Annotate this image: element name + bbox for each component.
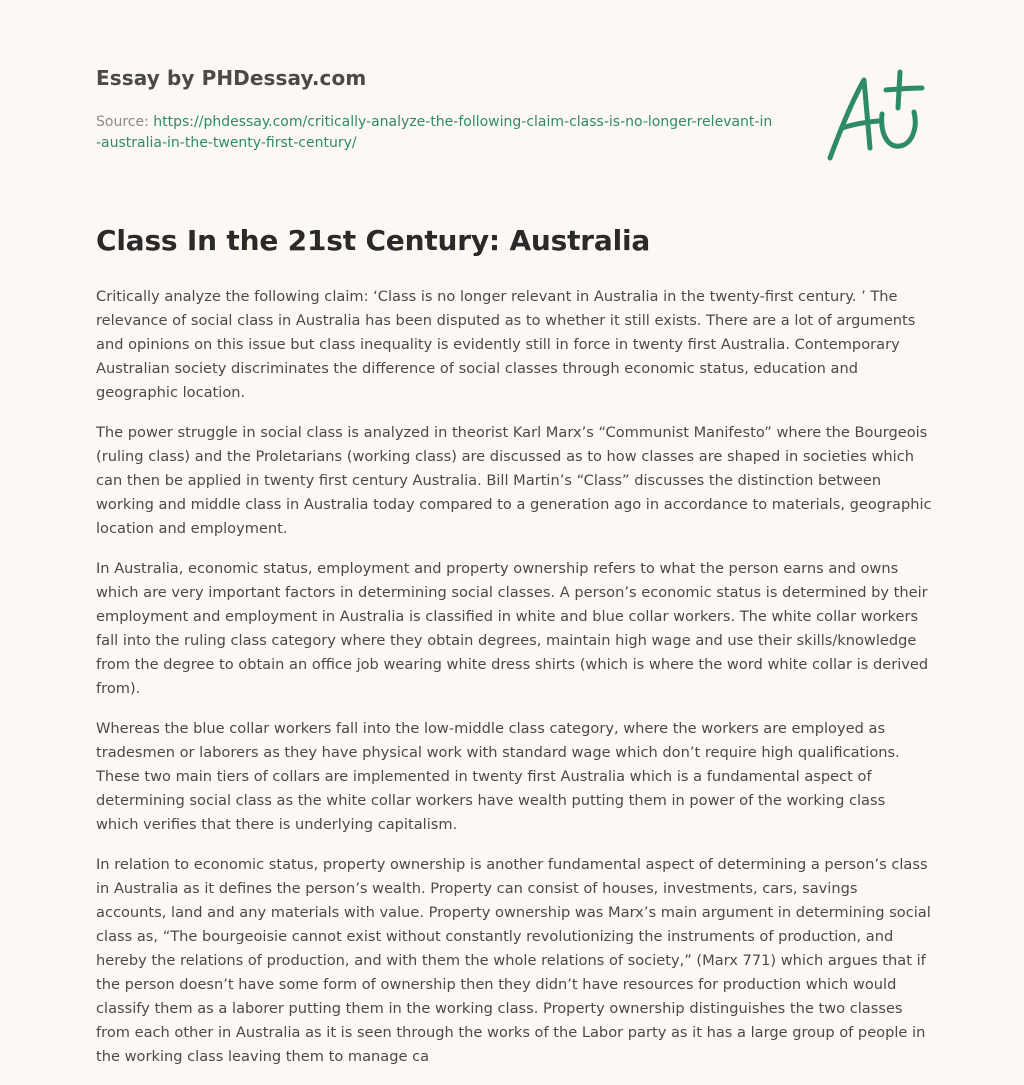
- paragraph: Whereas the blue collar workers fall into the low-middle class category, where the workers are employed as tradesmen or laborers as they have physical work with standard wage which don’t require high qualifications. These two main tiers of collars are implemented in twenty first Australia which is a fundamental aspect of determining social class as the white collar workers have wealth putting them in power of the working class which verifies that there is underlying capitalism.: [96, 720, 900, 833]
- paragraph: Critically analyze the following claim: ‘Class is no longer relevant in Australia in the twenty-first century. ’ The relevance of social class in Australia has been disputed as to whether it still exists. There are a lot of arguments and opinions on this issue but class inequality is evidently still in force in twenty first Australia. Contemporary Australian society discriminates the difference of social classes through economic status, education and geographic location.: [96, 288, 916, 401]
- source-link[interactable]: https://phdessay.com/critically-analyze-the-following-claim-class-is-no-longer-relevant-in-australia-in-the-twenty-first-century/: [96, 114, 773, 151]
- essay-body: [96, 285, 932, 1085]
- brand-title: Essay by PHDessay.com: [96, 66, 367, 90]
- paragraph: In relation to economic status, property ownership is another fundamental aspect of determining a person’s class in Australia as it defines the person’s wealth. Property can consist of houses, investments, cars, savings accounts, land and any materials with value. Property ownership was Marx’s main argument in determining social class as, “The bourgeoisie cannot exist without constantly revolutionizing the instruments of production, and hereby the relations of production, and with them the whole relations of society,” (Marx 771) which argues that if the person doesn’t have some form of ownership then they didn’t have resources for production which would classify them as a laborer putting them in the working class. Property ownership distinguishes the two classes from each other in Australia as it is seen through the works of the Labor party as it has a large group of people in the working class leaving them to manage ca: [96, 856, 931, 1065]
- source-line: [96, 112, 776, 154]
- paragraph: The power struggle in social class is analyzed in theorist Karl Marx’s “Communist Manifesto” where the Bourgeois (ruling class) and the Proletarians (working class) are discussed as to how classes are shaped in societies which can then be applied in twenty first century Australia. Bill Martin’s “Class” discusses the distinction between working and middle class in Australia today compared to a generation ago in accordance to materials, geographic location and employment.: [96, 424, 932, 537]
- paragraph: In Australia, economic status, employment and property ownership refers to what the person earns and owns which are very important factors in determining social classes. A person’s economic status is determined by their employment and employment in Australia is classified in white and blue collar workers. The white collar workers fall into the ruling class category where they obtain degrees, maintain high wage and use their skills/knowledge from the degree to obtain an office job wearing white dress shirts (which is where the word white collar is derived from).: [96, 560, 929, 697]
- a-plus-logo-icon: [820, 66, 930, 166]
- source-label: Source:: [96, 114, 149, 130]
- essay-title: Class In the 21st Century: Australia: [96, 224, 651, 257]
